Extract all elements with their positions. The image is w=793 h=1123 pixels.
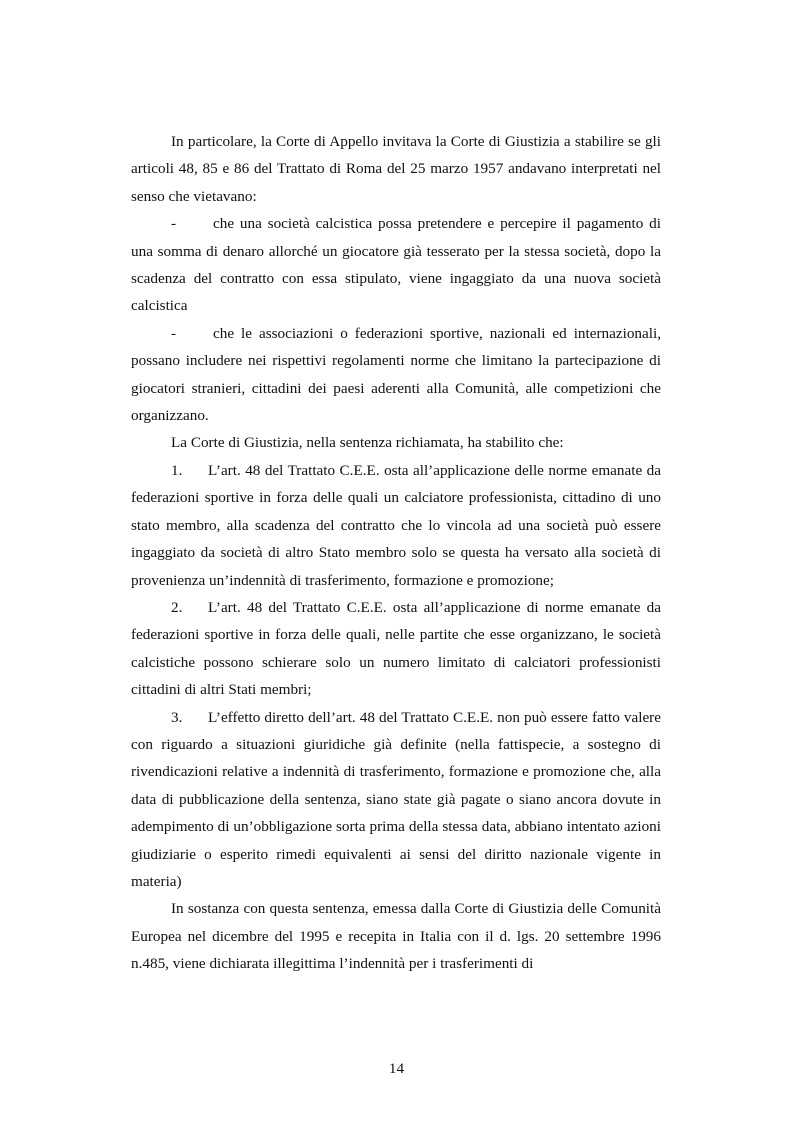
- list-item-text: L’art. 48 del Trattato C.E.E. osta all’applicazione delle norme emanate da federazioni sportive in forza delle quali un calciatore professionista, cittadino di uno stato membro, alla scadenza del contratto che lo vincola ad una società può essere ingaggiato da società di altro Stato membro solo se questa ha versato alla società di provenienza un’indennità di trasferimento, formazione e promozione;: [131, 461, 661, 589]
- list-item-numbered-2: [131, 594, 661, 704]
- list-item-text: che una società calcistica possa pretendere e percepire il pagamento di una somma di denaro allorché un giocatore già tesserato per la stessa società, dopo la scadenza del contratto con essa stipulato, viene ingaggiato da una nuova società calcistica: [131, 215, 661, 315]
- list-item-dash-1: [131, 210, 661, 320]
- list-item-numbered-3: [131, 704, 661, 896]
- list-number: 2.: [171, 598, 183, 616]
- list-item-dash-2: [131, 320, 661, 430]
- list-number: 1.: [171, 461, 183, 479]
- document-body: [131, 128, 661, 978]
- paragraph-ruling-intro: La Corte di Giustizia, nella sentenza richiamata, ha stabilito che:: [171, 434, 564, 452]
- list-item-text: che le associazioni o federazioni sportive, nazionali ed internazionali, possano includere nei rispettivi regolamenti norme che limitano la partecipazione di giocatori stranieri, cittadini dei paesi aderenti alla Comunità, alle competizioni che organizzano.: [131, 324, 661, 425]
- dash-bullet: -: [171, 215, 177, 233]
- list-item-text: L’effetto diretto dell’art. 48 del Trattato C.E.E. non può essere fatto valere con riguardo a situazioni giuridiche già definite (nella fattispecie, a sostegno di rivendicazioni relative a indennità di trasferimento, formazione e promozione che, alla data di pubblicazione della sentenza, siano state già pagate o siano ancora dovute in adempimento di un’obbligazione sorta prima della stessa data, abbiano intentato azioni giudiziarie o esperito rimedi equivalenti ai sensi del diritto nazionale vigente in materia): [131, 708, 661, 890]
- page-number: 14: [388, 1060, 405, 1077]
- list-item-numbered-1: [131, 457, 661, 594]
- dash-bullet: -: [171, 324, 177, 342]
- paragraph-conclusion: In sostanza con questa sentenza, emessa dalla Corte di Giustizia delle Comunità Europea nel dicembre del 1995 e recepita in Italia con il d. lgs. 20 settembre 1996 n.485, viene dichiarata illegittima l’indennità per i trasferimenti di: [131, 900, 661, 973]
- list-item-text: L’art. 48 del Trattato C.E.E. osta all’applicazione di norme emanate da federazioni sportive in forza delle quali, nelle partite che esse organizzano, le società calcistiche possono schierare solo un numero limitato di calciatori professionisti cittadini di altri Stati membri;: [131, 598, 661, 699]
- paragraph-intro: In particolare, la Corte di Appello invitava la Corte di Giustizia a stabilire se gli articoli 48, 85 e 86 del Trattato di Roma del 25 marzo 1957 andavano interpretati nel senso che vietavano:: [131, 133, 661, 205]
- list-number: 3.: [171, 708, 183, 726]
